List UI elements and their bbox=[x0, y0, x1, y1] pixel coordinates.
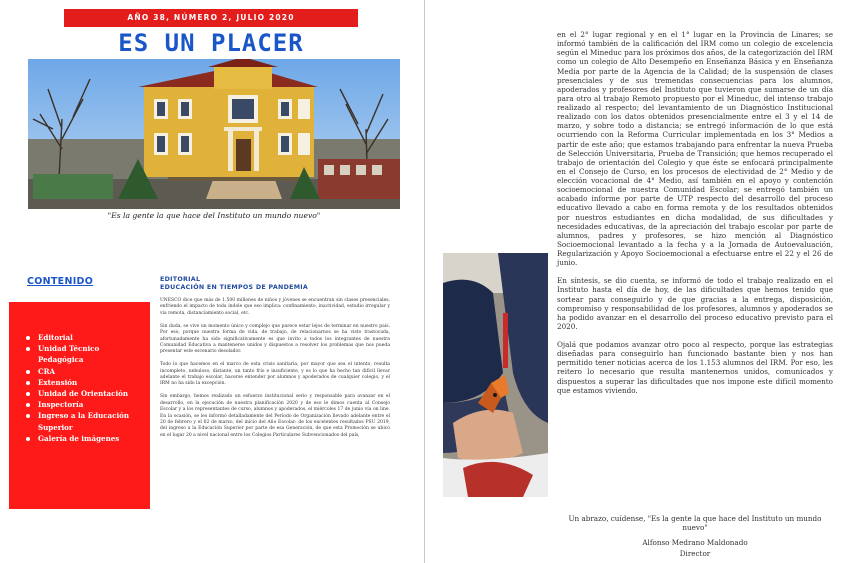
contents-item-galeria[interactable]: Galería de imágenes bbox=[25, 433, 144, 444]
contents-item-orientacion[interactable]: Unidad de Orientación bbox=[25, 388, 144, 399]
signature-name: Alfonso Medrano Maldonado bbox=[642, 538, 748, 547]
editorial-label: EDITORIAL bbox=[160, 276, 201, 283]
editorial-body bbox=[160, 298, 390, 446]
article-paragraph: Ojalá que podamos avanzar otro poco al respecto, porque las estrategias diseñadas para conseguirlo han funcionado bastante bien y nos han permitido tener noticias acerca de los 1.153 alumnos del IRM. Por eso, les reitero lo necesario que resulta mantenernos unidos, comunicados y dispuestos a superar las dificultades que nos impone este difícil momento que estamos viviendo. bbox=[557, 340, 833, 395]
school-building-photo bbox=[28, 59, 400, 209]
signature-block bbox=[557, 538, 833, 559]
contents-box bbox=[9, 302, 150, 509]
closing-line: Un abrazo, cuídense, "Es la gente la que hace del Instituto un mundo nuevo" bbox=[568, 514, 822, 532]
contents-item-extension[interactable]: Extensión bbox=[25, 377, 144, 388]
contents-item-cra[interactable]: CRA bbox=[25, 366, 144, 377]
contents-heading: CONTENIDO bbox=[27, 276, 94, 287]
article-paragraph: En síntesis, se dio cuenta, se informó de todo el trabajo realizado en el Instituto hasta el día de hoy, de las dificultades que hemos tenido que sortear para conseguirlo y de que gracias a la entrega, disposición, compromiso y responsabilidad de los profesores, alumnos y apoderados se ha podido avanzar en el desarrollo del proceso educativo previsto para el 2020. bbox=[557, 276, 833, 331]
student-with-butterfly-photo bbox=[443, 253, 548, 497]
student-photo-illustration bbox=[443, 253, 548, 497]
contents-item-ingreso[interactable]: Ingreso a la Educación Superior bbox=[25, 410, 144, 432]
issue-banner: AÑO 38, NÚMERO 2, JULIO 2020 bbox=[64, 9, 358, 27]
newsletter-title: ES UN PLACER bbox=[118, 29, 304, 57]
article-continuation bbox=[557, 30, 833, 404]
editorial-paragraph: Sin embargo, hemos realizado un esfuerzo institucional serio y responsable para avanzar en el desarrollo, en la ejecución de nuestra planificación 2020 y de eso le dimos cuenta al Consejo Escolar y a los representantes de curso, alumnos y apoderados, el miércoles 17 de junio vía on line. En la ocasión, se les informó detalladamente del Período de Organización llevado adelante entre el 20 de febrero y el 02 de marzo, del inicio del Año Escolar: de los excelentes resultados PSU 2019, del ingreso a la Educación Superior por parte de esa Generación, de que esta Promoción se ubicó en el lugar 20 a nivel nacional entre los Colegios Particulares Subvencionados del país, bbox=[160, 394, 390, 438]
contents-item-inspectoria[interactable]: Inspectoría bbox=[25, 399, 144, 410]
editorial-paragraph: Sin duda, se vive un momento único y complejo que parece estar lejos de terminar en nuestro país. Por eso, porque nuestra forma de vida, de trabajo, de relacionarnos se ha visto trastocada, afortunadamente ha sido significativamente es que invito a todos los integrantes de nuestra Comunidad Educativa a mantenerse unidos y dispuestos a resolver los problemas que nos pueda presentar este escenario desolador. bbox=[160, 323, 390, 355]
article-paragraph: en el 2° lugar regional y en el 1° lugar en la Provincia de Linares; se informó también de la calificación del IRM como un colegio de excelencia según el Mineduc para los próximos dos años, de la categorización del IRM como un colegio de Alto Desempeño en Enseñanza Básica y en Enseñanza Media por parte de la Agencia de la Calidad; de la suspensión de clases presenciales y de sus tremendas consecuencias para los alumnos, apoderados y profesores del Instituto que tuvieron que sumarse de un día para otro al trabajo Remoto propuesto por el Mineduc, del intenso trabajo realizado al respecto; del levantamiento de un Diagnóstico Institucional realizado con los datos obtenidos presencialmente entre el 3 y el 14 de marzo, y sobre todo a distancia; se entregó información de lo que está ocurriendo con la Reforma Curricular implementada en los 3° Medios a partir de este año; que estamos trabajando para enfrentar la nueva Prueba de Selección Universitaria, Prueba de Transición; que hemos recuperado el trabajo de orientación del Colegio y que éste se enfocará principalmente en el Consejo de Curso, en los procesos de electividad de 2° Medio y de elección vocacional de 4° Medio, así también en el apoyo y contención socioemocional de nuestra Comunidad Escolar; se entregó también un acabado informe por parte de UTP respecto del desarrollo del proceso educativo llevado a cabo en forma remota y de los resultados obtenidos por nuestros estudiantes en dicha modalidad, de sus dificultades y necesidades educativas, de la apreciación del trabajo escolar por parte de alumnos, padres y profesores, se hizo mención al Diagnóstico Socioemocional levantado a la fecha y a la Jornada de Autoevaluación, Regularización y Apoyo Socioemocional a efectuarse entre el 22 y el 26 de junio. bbox=[557, 30, 833, 268]
photo-caption: "Es la gente la que hace del Instituto un mundo nuevo" bbox=[107, 211, 321, 220]
school-building-illustration bbox=[28, 59, 400, 209]
editorial-paragraph: Todo lo que hacemos en el marco de esta crisis sanitaria, por mayor que sea el intento, resulta incompleto, nebuloso, distante, un tanto frío e insuficiente, y es lo que ha hecho tan difícil llevar adelante el trabajo escolar, hacerse entender por alumnos y apoderados de cualquier colegio, y el IRM no ha sido la excepción. bbox=[160, 362, 390, 387]
contents-item-utp[interactable]: Unidad Técnico Pedagógica bbox=[25, 343, 144, 365]
contents-item-editorial[interactable]: Editorial bbox=[25, 332, 144, 343]
signature-role: Director bbox=[679, 548, 711, 558]
contents-list bbox=[25, 332, 144, 444]
editorial-title: EDUCACIÓN EN TIEMPOS DE PANDEMIA bbox=[160, 284, 309, 291]
editorial-paragraph: UNESCO dice que más de 1.500 millones de niños y jóvenes se encuentran sin clases presenciales, enfriendo el impacto de toda índole que eso implica: confinamiento, inactividad, estudio irregular y vía remota, distanciamiento social, etc. bbox=[160, 298, 390, 316]
